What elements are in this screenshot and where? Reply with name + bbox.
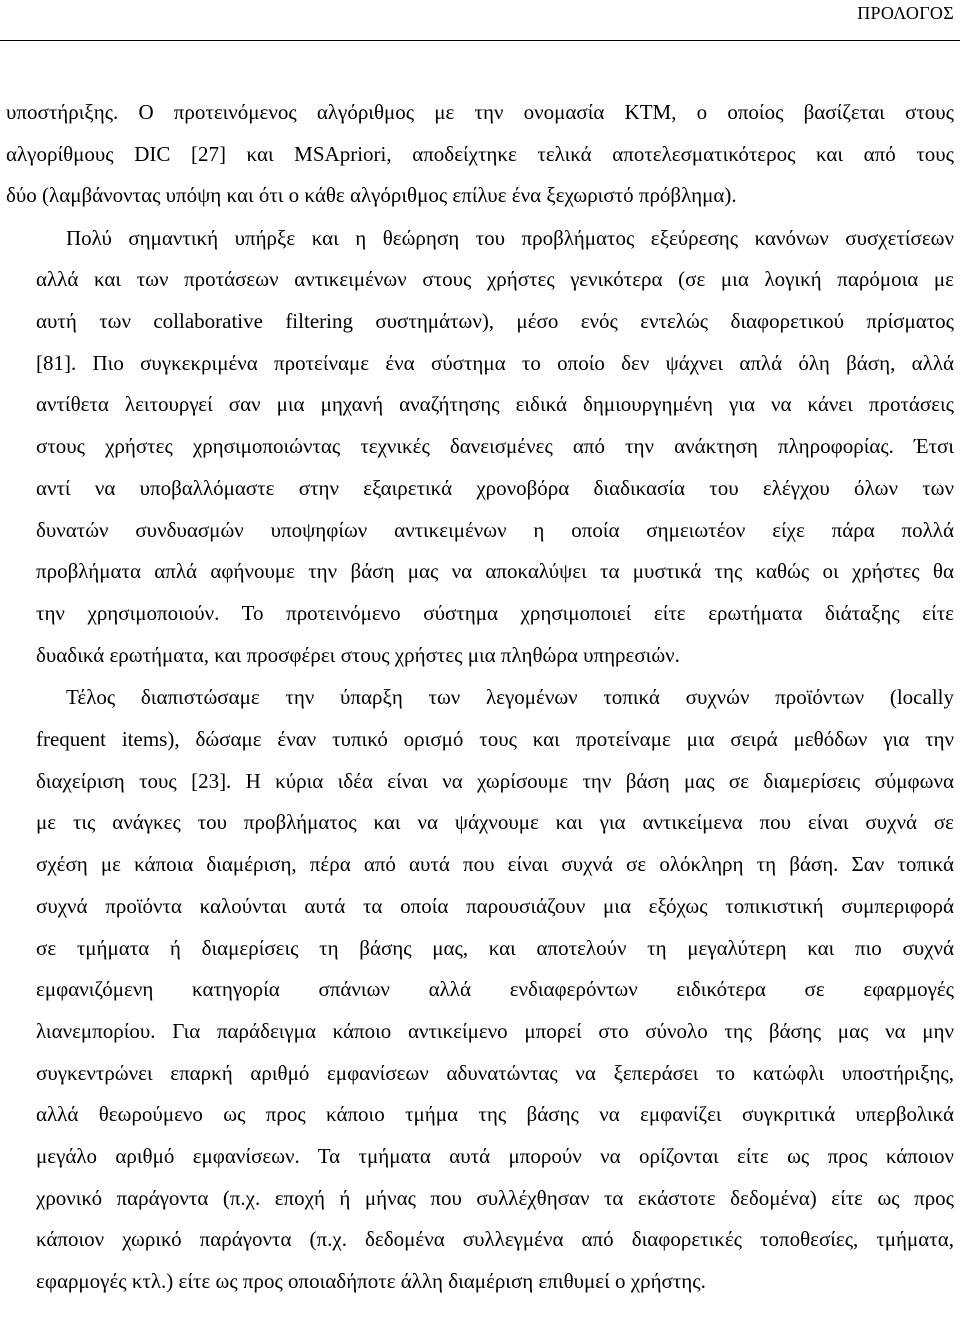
text-line: σχέση με κάποια διαμέριση, πέρα από αυτά που είναι συχνά σε ολόκληρη τη βάση. Σαν τοπικά — [36, 852, 954, 877]
text-line: συχνά προϊόντα καλούνται αυτά τα οποία παρουσιάζουν μια εξόχως τοπικιστική συμπεριφορά — [36, 893, 954, 918]
text-line: συγκεντρώνει επαρκή αριθμό εμφανίσεων αδυνατώντας να ξεπεράσει το κατώφλι υποστήριξης, — [36, 1060, 954, 1085]
text-line: αντί να υποβαλλόμαστε στην εξαιρετικά χρονοβόρα διαδικασία του ελέγχου όλων των — [36, 475, 954, 500]
text-line: αυτή των collaborative filtering συστημάτων), μέσο ενός εντελώς διαφορετικού πρίσματος — [36, 309, 954, 334]
text-line: αλλά και των προτάσεων αντικειμένων στους χρήστες γενικότερα (σε μια λογική παρόμοια με — [36, 267, 954, 292]
text-line: χρονικό παράγοντα (π.χ. εποχή ή μήνας που συλλέχθησαν τα εκάστοτε δεδομένα) είτε ως προς — [36, 1185, 954, 1210]
text-line: προβλήματα απλά αφήνουμε την βάση μας να αποκαλύψει τα μυστικά της καθώς οι χρήστες θα — [36, 559, 954, 584]
paragraph-3 — [6, 677, 954, 1303]
text-line: εμφανιζόμενη κατηγορία σπάνιων αλλά ενδιαφερόντων ειδικότερα σε εφαρμογές — [36, 977, 954, 1002]
text-line: μεγάλο αριθμό εμφανίσεων. Τα τμήματα αυτά μπορούν να ορίζονται είτε ως προς κάποιον — [36, 1144, 954, 1169]
text-line: δυαδικά ερωτήματα, και προσφέρει στους χρήστες μια πληθώρα υπηρεσιών. — [36, 642, 680, 667]
running-header-title: ΠΡΟΛΟΓΟΣ — [857, 3, 954, 23]
text-line: δυνατών συνδυασμών υποψηφίων αντικειμένων η οποία σημειωτέον είχε πάρα πολλά — [36, 517, 954, 542]
text-line: frequent items), δώσαμε έναν τυπικό ορισμό τους και προτείναμε μια σειρά μεθόδων για την — [36, 727, 954, 752]
paragraph-1 — [6, 92, 954, 217]
text-line: [81]. Πιο συγκεκριμένα προτείναμε ένα σύστημα το οποίο δεν ψάχνει απλά όλη βάση, αλλά — [36, 350, 954, 375]
text-line: αλγορίθμους DIC [27] και MSApriori, αποδείχτηκε τελικά αποτελεσματικότερος και από τους — [6, 141, 954, 166]
text-line: Τέλος διαπιστώσαμε την ύπαρξη των λεγομένων τοπικά συχνών προϊόντων (locally — [66, 685, 954, 710]
text-line: υποστήριξης. Ο προτεινόμενος αλγόριθμος με την ονομασία KTM, ο οποίος βασίζεται στους — [6, 100, 954, 124]
text-line: αλλά θεωρούμενο ως προς κάποιο τμήμα της βάσης να εμφανίζει συγκριτικά υπερβολικά — [36, 1102, 954, 1127]
paragraph-2 — [6, 218, 954, 677]
header-rule — [0, 40, 960, 41]
text-line: λιανεμπορίου. Για παράδειγμα κάποιο αντικείμενο μπορεί στο σύνολο της βάσης μας να μην — [36, 1018, 954, 1043]
text-line: εφαρμογές κτλ.) είτε ως προς οποιαδήποτε άλλη διαμέριση επιθυμεί ο χρήστης. — [36, 1269, 706, 1294]
text-line: την χρησιμοποιούν. Το προτεινόμενο σύστημα χρησιμοποιεί είτε ερωτήματα διάταξης είτε — [36, 600, 954, 625]
text-line: αντίθετα λειτουργεί σαν μια μηχανή αναζήτησης ειδικά δημιουργημένη για να κάνει προτάσεις — [36, 392, 954, 417]
text-line: δύο (λαμβάνοντας υπόψη και ότι ο κάθε αλγόριθμος επίλυε ένα ξεχωριστό πρόβλημα). — [6, 183, 737, 208]
text-line: στους χρήστες χρησιμοποιώντας τεχνικές δανεισμένες από την ανάκτηση πληροφορίας. Έτσι — [36, 434, 954, 459]
text-line: διαχείριση τους [23]. Η κύρια ιδέα είναι να χωρίσουμε την βάση μας σε διαμερίσεις σύμφωνα — [36, 768, 954, 793]
text-line: Πολύ σημαντική υπήρξε και η θεώρηση του προβλήματος εξεύρεσης κανόνων συσχετίσεων — [66, 225, 954, 250]
text-line: με τις ανάγκες του προβλήματος και να ψάχνουμε και για αντικείμενα που είναι συχνά σε — [36, 810, 954, 835]
document-body — [6, 92, 954, 1303]
text-line: κάποιον χωρικό παράγοντα (π.χ. δεδομένα συλλεγμένα από διαφορετικές τοποθεσίες, τμήματα, — [36, 1227, 954, 1252]
text-line: σε τμήματα ή διαμερίσεις τη βάσης μας, και αποτελούν τη μεγαλύτερη και πιο συχνά — [36, 935, 954, 960]
